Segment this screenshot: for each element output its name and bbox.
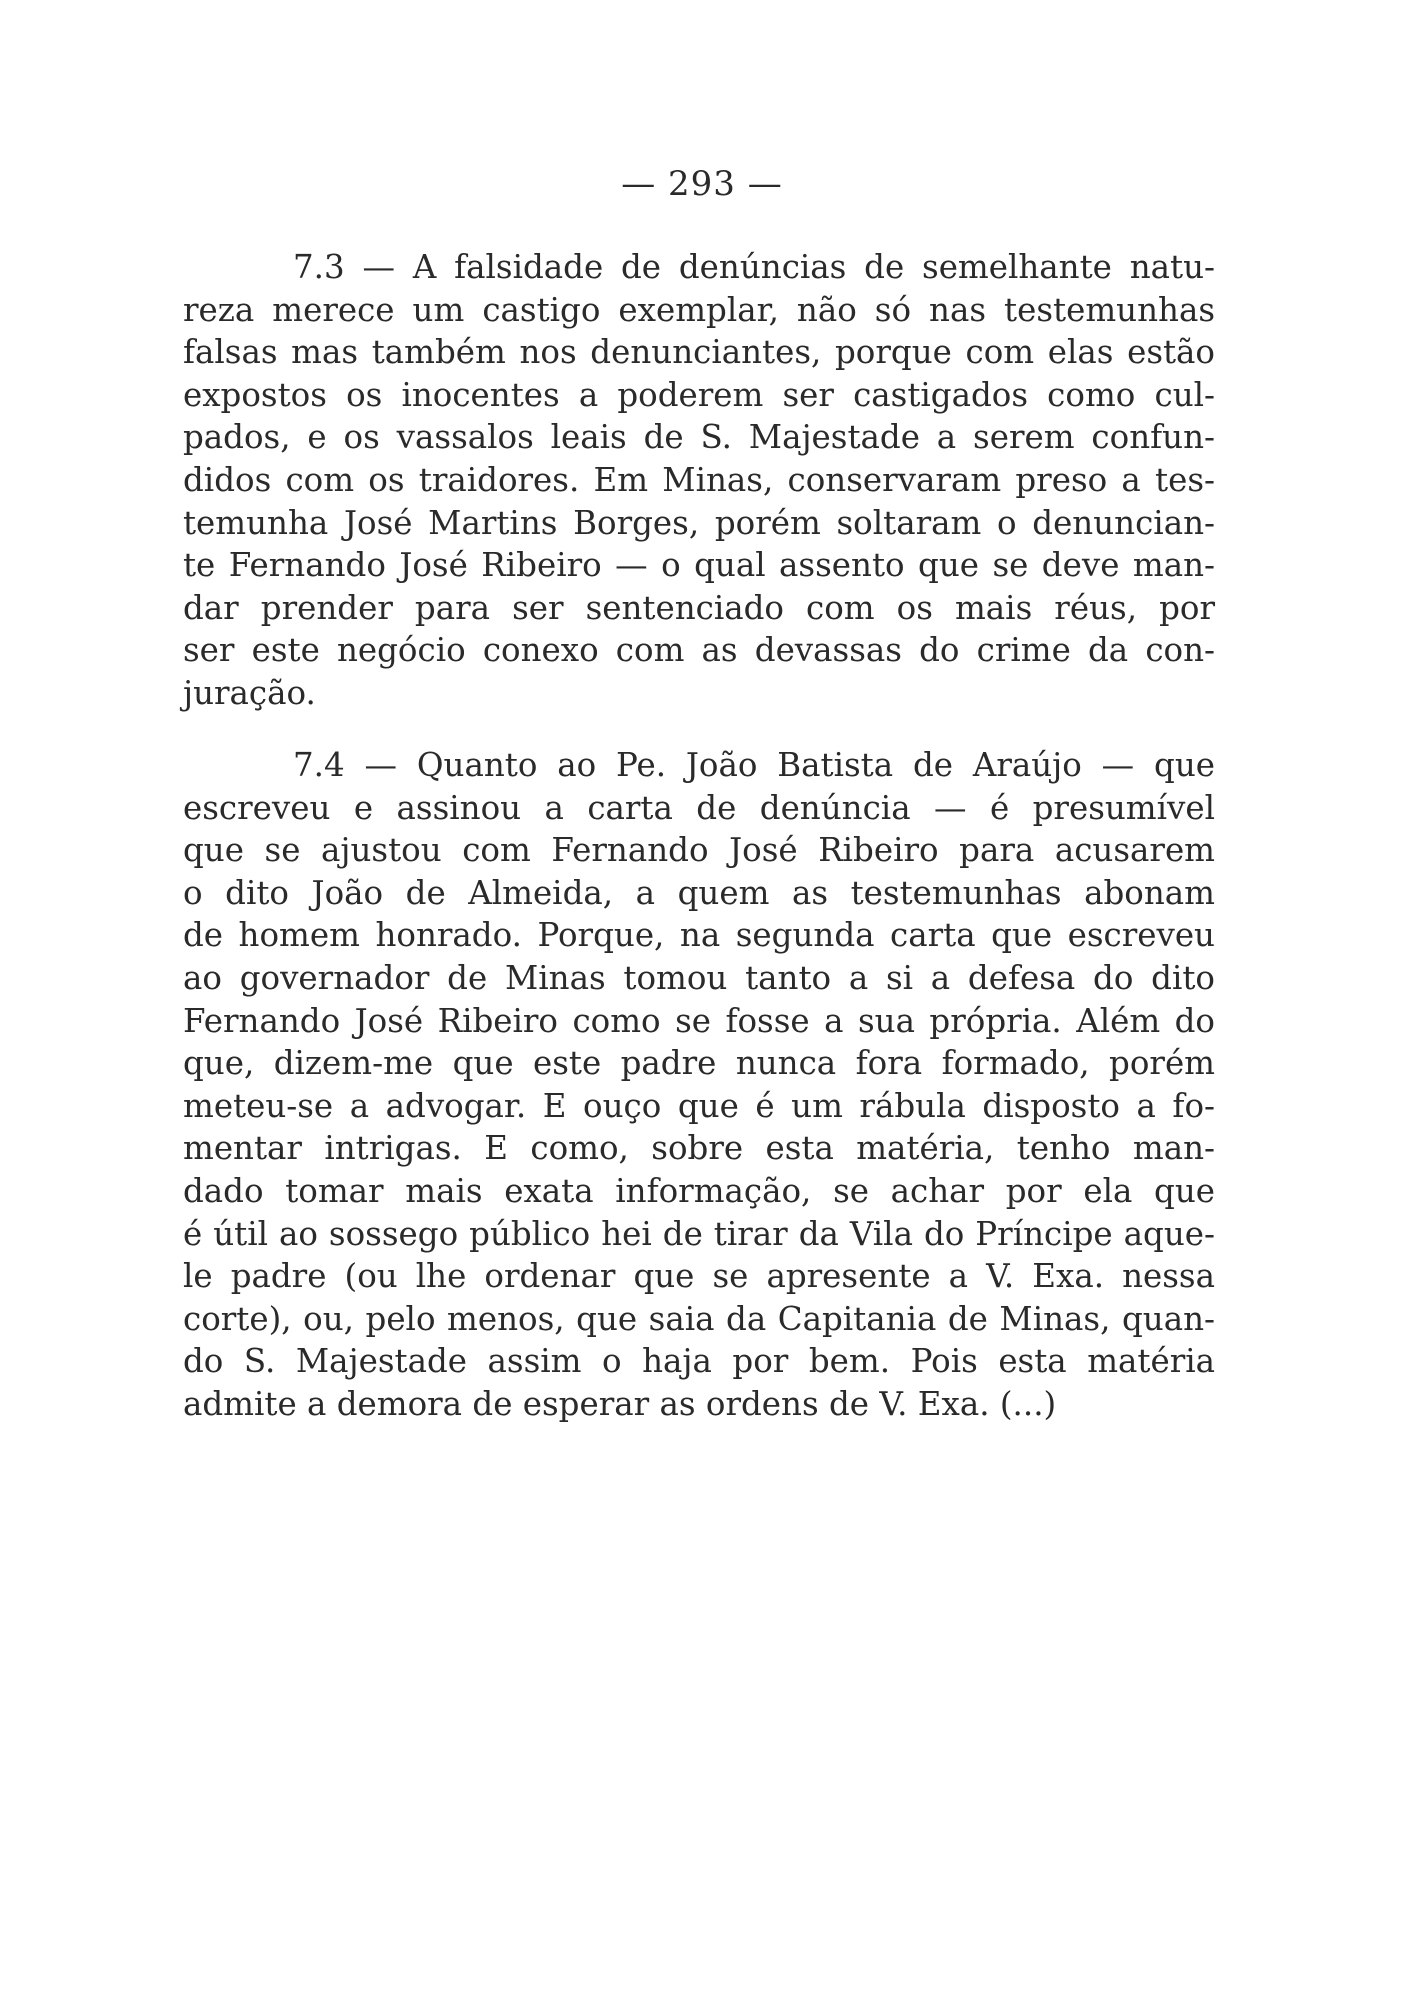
text-line: que se ajustou com Fernando José Ribeiro para acusarem [183,831,1215,870]
text-line: do S. Majestade assim o haja por bem. Pois esta matéria [183,1342,1215,1381]
text-line: dar prender para ser sentenciado com os mais réus, por [183,588,1215,627]
text-line: é útil ao sossego público hei de tirar da Vila do Príncipe aque- [183,1214,1215,1253]
page-number: — 293 — [621,164,783,204]
paragraph-7-3 [183,246,1215,715]
text-line: temunha José Martins Borges, porém soltaram o denuncian- [183,503,1215,542]
text-line: pados, e os vassalos leais de S. Majestade a serem confun- [183,418,1215,457]
text-line: ser este negócio conexo com as devassas do crime da con- [183,631,1215,670]
text-line: o dito João de Almeida, a quem as testemunhas abonam [183,873,1215,912]
paragraph-7-4 [183,744,1215,1426]
text-line: de homem honrado. Porque, na segunda carta que escreveu [183,916,1215,955]
text-line: falsas mas também nos denunciantes, porque com elas estão [183,333,1215,372]
text-line: reza merece um castigo exemplar, não só nas testemunhas [183,290,1215,329]
text-line: que, dizem-me que este padre nunca fora formado, porém [183,1044,1215,1083]
text-line: 7.3 — A falsidade de denúncias de semelhante natu- [293,248,1215,286]
text-line: Fernando José Ribeiro como se fosse a sua própria. Além do [183,1001,1215,1040]
text-line: te Fernando José Ribeiro — o qual assento que se deve man- [183,546,1215,585]
text-line: expostos os inocentes a poderem ser castigados como cul- [183,375,1215,414]
text-line: escreveu e assinou a carta de denúncia — é presumível [183,788,1215,827]
text-line: le padre (ou lhe ordenar que se apresente a V. Exa. nessa [183,1257,1215,1296]
text-line: mentar intrigas. E como, sobre esta matéria, tenho man- [183,1129,1215,1168]
text-line: corte), ou, pelo menos, que saia da Capitania de Minas, quan- [183,1299,1215,1338]
text-line: dado tomar mais exata informação, se achar por ela que [183,1171,1215,1210]
text-line: juração. [183,673,316,712]
text-line: 7.4 — Quanto ao Pe. João Batista de Araújo — que [293,746,1215,784]
text-line: ao governador de Minas tomou tanto a si a defesa do dito [183,958,1215,997]
text-line: meteu-se a advogar. E ouço que é um rábula disposto a fo- [183,1086,1215,1125]
text-line: didos com os traidores. Em Minas, conservaram preso a tes- [183,460,1215,499]
text-line: admite a demora de esperar as ordens de V. Exa. (...) [183,1384,1057,1423]
